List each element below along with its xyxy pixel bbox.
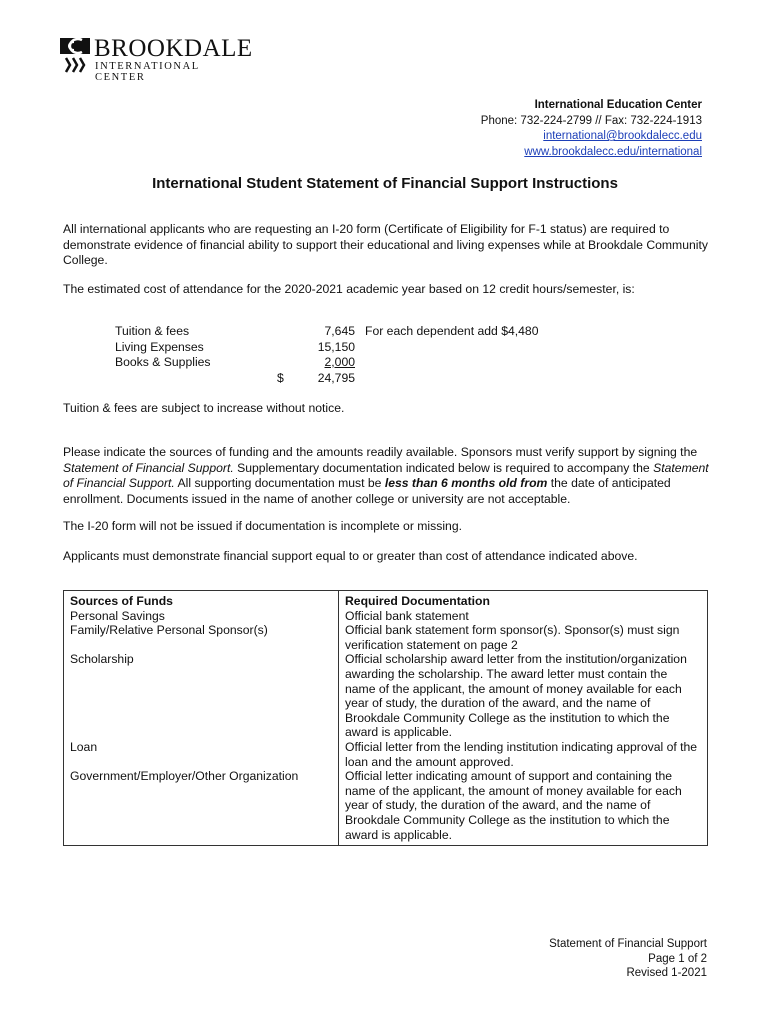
equal-note: Applicants must demonstrate financial support equal to or greater than cost of attendance indicated above. (63, 549, 638, 563)
brookdale-logo (60, 35, 253, 83)
cost-total: 24,795 (317, 370, 355, 385)
funding-text: the date of anticipated enrollment. Documents issued in the name of another college or university are not acceptable. (63, 476, 671, 506)
table-row (64, 623, 708, 652)
office-name: International Education Center (534, 99, 702, 111)
doc-cell: Official letter indicating amount of support and containing the name of the applicant, the amount of money available for each year of study, the duration of the award, and the name of Brookdale Community College as the institution to which the award is applicable. (345, 769, 682, 842)
cost-row (115, 355, 355, 371)
logo-name: BROOKDALE (94, 35, 253, 62)
funding-paragraph (63, 445, 713, 507)
header-documentation: Required Documentation (345, 594, 490, 608)
doc-cell: Official bank statement form sponsor(s). Sponsor(s) must sign verification statement on page 2 (345, 623, 680, 652)
source-cell: Government/Employer/Other Organization (64, 769, 339, 845)
table-row (64, 769, 708, 845)
cost-value: 15,150 (317, 339, 355, 354)
logo-subtitle: INTERNATIONAL CENTER (95, 61, 200, 83)
cost-value: 2,000 (324, 355, 355, 369)
cost-table (115, 324, 355, 386)
cost-label: Tuition & fees (115, 324, 190, 338)
table-row (64, 609, 708, 624)
source-cell: Scholarship (64, 652, 339, 740)
footer-page-number: Page 1 of 2 (648, 952, 707, 965)
cost-row (115, 340, 355, 356)
source-cell: Personal Savings (64, 609, 339, 624)
email-link[interactable]: international@brookdalecc.edu (543, 130, 702, 142)
dependent-note: For each dependent add $4,480 (365, 324, 539, 338)
funding-text: Supplementary documentation indicated below is required to accompany the (233, 460, 654, 475)
source-cell: Loan (64, 740, 339, 769)
phone-fax: Phone: 732-224-2799 // Fax: 732-224-1913 (480, 114, 702, 127)
tuition-note: Tuition & fees are subject to increase without notice. (63, 401, 345, 415)
doc-cell: Official scholarship award letter from the institution/organization awarding the scholarship. The award letter must contain the name of the applicant, the amount of money available for each year of study, the duration of the award, and the name of Brookdale Community College as the institution to which the award is applicable. (345, 652, 687, 740)
documentation-table (63, 590, 708, 846)
doc-cell: Official bank statement (345, 608, 469, 623)
page-title: International Student Statement of Financial Support Instructions (152, 175, 618, 192)
intro-paragraph: All international applicants who are requesting an I-20 form (Certificate of Eligibility for F-1 status) are required to demonstrate evidence of financial ability to support their educational and living expenses while at Brookdale Community College. (63, 222, 708, 267)
funding-text: Please indicate the sources of funding and the amounts readily available. Sponsors must verify support by signing the (63, 445, 698, 459)
cost-label: Books & Supplies (115, 355, 211, 369)
cost-total-row (115, 371, 355, 387)
cost-row (115, 324, 355, 340)
table-row (64, 740, 708, 769)
funding-italic: Statement of Financial Support. (63, 460, 234, 475)
table-header (64, 591, 708, 609)
funding-text: All supporting documentation must be (174, 476, 385, 490)
table-row (64, 652, 708, 740)
source-cell: Family/Relative Personal Sponsor(s) (64, 623, 339, 652)
page-footer (549, 937, 707, 981)
cost-value: 7,645 (324, 324, 355, 338)
funding-emphasis: less than 6 months old from (384, 476, 548, 490)
header-sources: Sources of Funds (64, 591, 339, 609)
contact-block (481, 98, 702, 160)
doc-cell: Official letter from the lending institution indicating approval of the loan and the amount approved. (345, 739, 698, 769)
brookdale-logo-icon (60, 36, 90, 74)
website-link[interactable]: www.brookdalecc.edu/international (524, 145, 702, 158)
cost-intro: The estimated cost of attendance for the 2020-2021 academic year based on 12 credit hours/semester, is: (63, 282, 635, 296)
footer-form-name: Statement of Financial Support (549, 938, 707, 950)
footer-revised: Revised 1-2021 (626, 967, 707, 979)
dollar-sign: $ (277, 370, 284, 385)
cost-label: Living Expenses (115, 339, 204, 354)
i20-note: The I-20 form will not be issued if documentation is incomplete or missing. (63, 519, 462, 533)
funding-italic: Statement of Financial Support. (63, 460, 709, 490)
